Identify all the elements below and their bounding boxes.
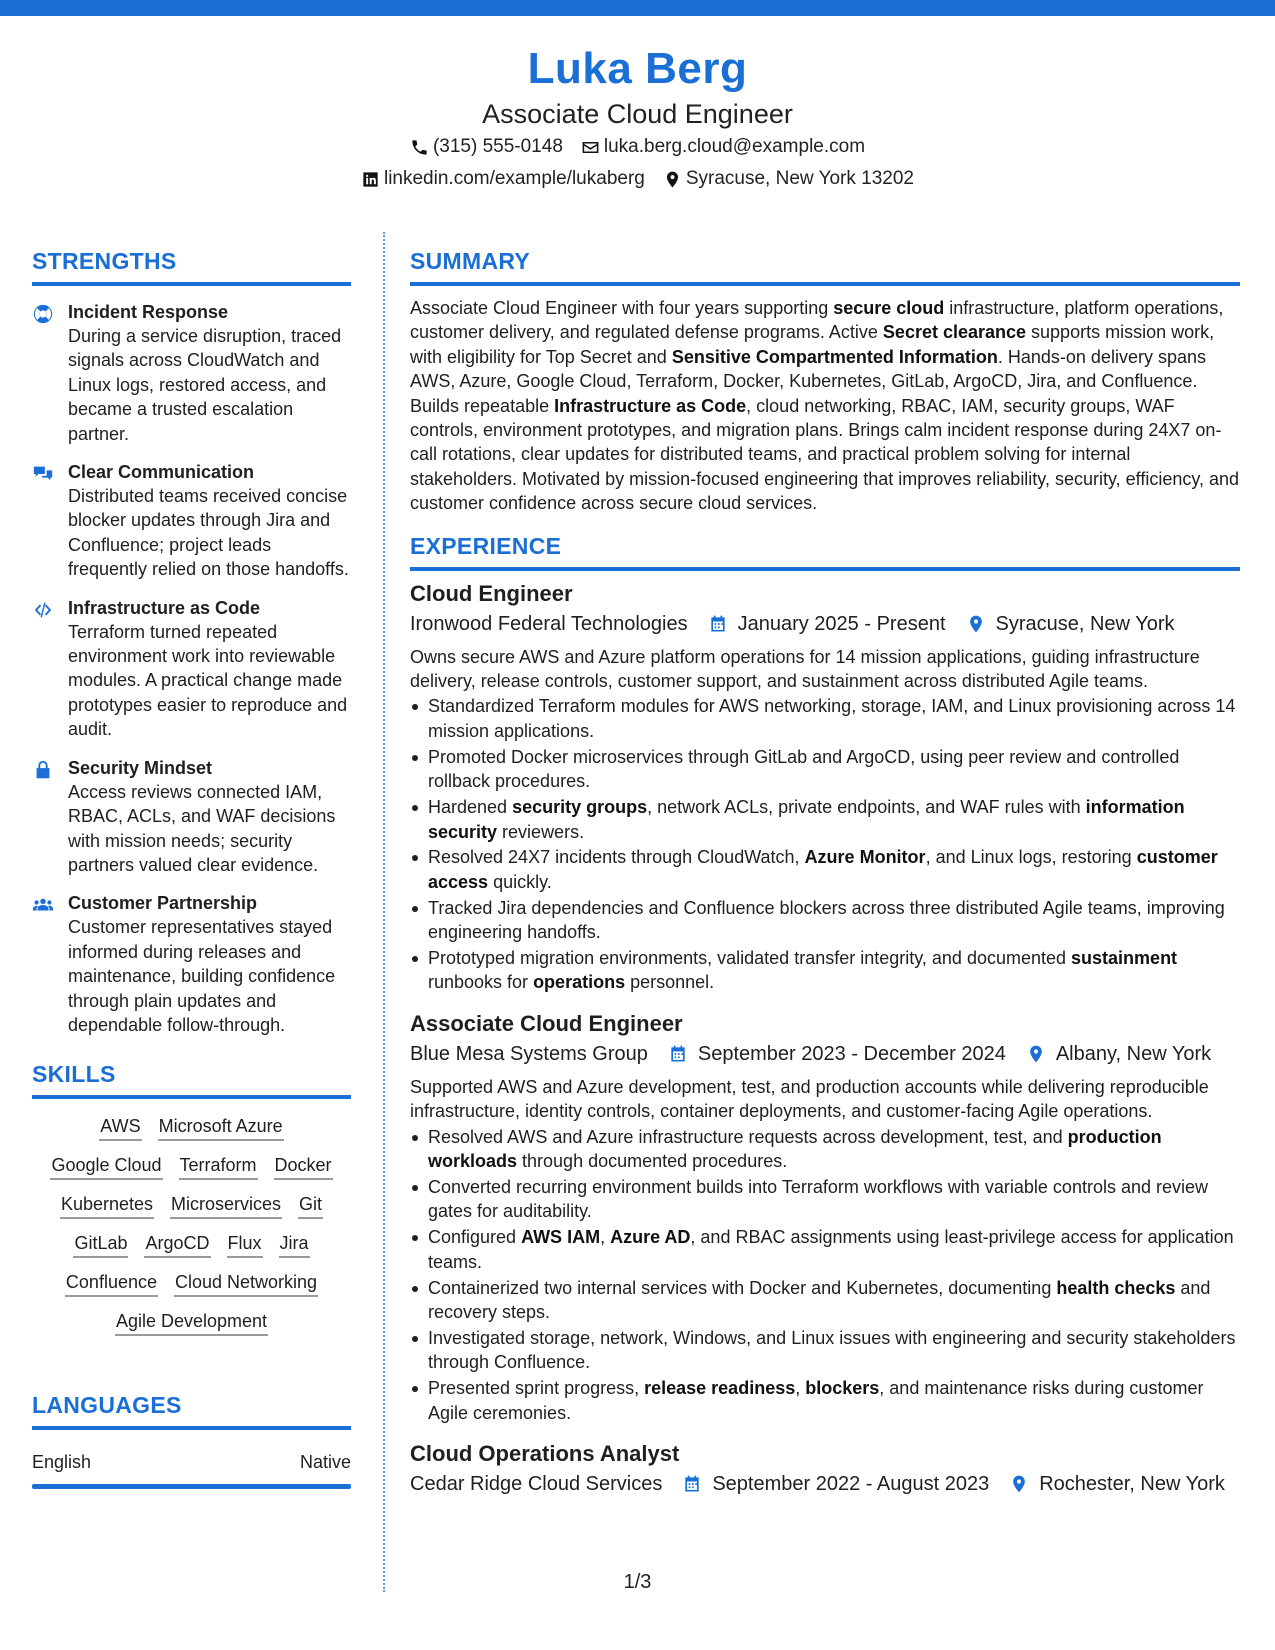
text-segment: infrastructure, platform operations, customer delivery, and regulated defense programs. Active (410, 298, 1224, 343)
languages-heading: LANGUAGES (32, 1392, 182, 1419)
phone-contact (410, 132, 563, 162)
strength-icon-wrap (32, 891, 68, 1037)
skill-tag: Git (298, 1191, 323, 1219)
strength-desc: Access reviews connected IAM, RBAC, ACLs, and WAF decisions with mission needs; security partners valued clear evidence. (68, 781, 336, 875)
contact-row-2 (0, 164, 1275, 194)
job-bullet (410, 1225, 1240, 1274)
job-entry (410, 1439, 1240, 1499)
strength-title: Infrastructure as Code (68, 597, 261, 618)
job-company: Cedar Ridge Cloud Services (410, 1473, 663, 1496)
job-bullet (410, 845, 1240, 894)
language-row (32, 1450, 351, 1474)
strength-desc: Customer representatives stayed informed during releases and maintenance, building confidence through plain updates and dependable follow-through. (68, 917, 336, 1035)
job-description: Owns secure AWS and Azure platform operations for 14 mission applications, guiding infrastructure delivery, release controls, customer support, and sustainment across distributed Agile teams. (410, 646, 1200, 692)
text-segment: reviewers. (497, 821, 585, 842)
skill-tag: Docker (274, 1152, 333, 1180)
job-bullets (410, 1125, 1240, 1425)
bold-phrase: security groups (512, 797, 648, 818)
job-dates: January 2025 - Present (737, 612, 946, 635)
strength-title: Incident Response (68, 302, 229, 322)
bold-phrase: Azure Monitor (804, 847, 926, 868)
strength-desc: Terraform turned repeated environment work into reviewable modules. A practical change made prototypes easier to reproduce and audit. (68, 621, 348, 740)
calendar-icon (682, 1474, 702, 1494)
job-title: Cloud Engineer (410, 580, 573, 606)
map-pin-icon (1026, 1044, 1046, 1064)
bold-phrase: operations (533, 972, 626, 993)
job-bullet (410, 745, 1240, 794)
summary-text (410, 296, 1240, 516)
bold-phrase: sustainment (1071, 948, 1178, 969)
location-contact (663, 164, 914, 194)
language-level: Native (299, 1452, 351, 1473)
map-pin-icon (966, 614, 986, 634)
bold-phrase: health checks (1056, 1277, 1176, 1298)
text-segment: , network ACLs, private endpoints, and WAF rules with (647, 797, 1086, 818)
text-segment: . Hands-on delivery spans AWS, Azure, Google Cloud, Terraform, Docker, Kubernetes, GitLab, ArgoCD, Jira, and Confluence. Builds repeatable (410, 346, 1206, 416)
job-company: Ironwood Federal Technologies (410, 612, 688, 635)
text-segment: , (600, 1227, 611, 1248)
strength-body (68, 460, 351, 582)
skill-tag: Google Cloud (50, 1152, 162, 1180)
strength-desc: Distributed teams received concise blocker updates through Jira and Confluence; project leads frequently relied on those handoffs. (68, 486, 349, 580)
skill-row (32, 1269, 351, 1297)
strength-title: Customer Partnership (68, 893, 258, 914)
strength-icon-wrap (32, 300, 68, 446)
job-dates: September 2022 - August 2023 (712, 1473, 990, 1496)
job-bullet (410, 795, 1240, 844)
text-segment: Presented sprint progress, (428, 1378, 645, 1399)
job-title: Associate Cloud Engineer (410, 1010, 683, 1036)
text-segment: Tracked Jira dependencies and Confluence blockers across three distributed Agile teams, improving engineering handoffs. (428, 897, 1225, 943)
job-location: Rochester, New York (1039, 1473, 1225, 1496)
languages-list (32, 1450, 351, 1489)
strengths-heading: STRENGTHS (32, 248, 177, 274)
strength-icon-wrap (32, 756, 68, 878)
email-text[interactable]: luka.berg.cloud@example.com (603, 136, 866, 157)
strength-title: Clear Communication (68, 462, 255, 483)
jobs-list (410, 579, 1240, 1499)
candidate-title: Associate Cloud Engineer (482, 99, 793, 129)
experience-rule (410, 567, 1240, 571)
job-bullet (410, 1276, 1240, 1325)
phone-icon (410, 138, 429, 157)
skill-row (32, 1230, 351, 1258)
page-number: 1/3 (623, 1571, 652, 1593)
job-bullet (410, 1125, 1240, 1174)
skills-list (32, 1113, 351, 1336)
skill-tag: Flux (227, 1230, 263, 1258)
linkedin-icon (361, 170, 380, 189)
text-segment: Investigated storage, network, Windows, and Linux issues with engineering and security stakeholders through Confluence. (428, 1327, 1236, 1373)
skill-tag: Kubernetes (60, 1191, 154, 1219)
job-title: Cloud Operations Analyst (410, 1441, 680, 1467)
text-segment: Configured (428, 1227, 522, 1248)
language-name: English (32, 1452, 92, 1473)
text-segment: Associate Cloud Engineer with four years supporting (410, 298, 834, 318)
strength-item (32, 596, 351, 742)
skill-tag: Terraform (179, 1152, 258, 1180)
skill-tag: GitLab (73, 1230, 128, 1258)
job-description: Supported AWS and Azure development, test, and production accounts while delivering reproducible infrastructure, identity controls, container deployments, and customer-facing Agile operations. (410, 1076, 1209, 1122)
text-segment: Prototyped migration environments, validated transfer integrity, and documented (428, 948, 1072, 969)
linkedin-text[interactable]: linkedin.com/example/lukaberg (383, 168, 645, 189)
right-column (410, 246, 1240, 1499)
skill-tag: ArgoCD (144, 1230, 210, 1258)
strength-icon-wrap (32, 460, 68, 582)
text-segment: , cloud networking, RBAC, IAM, security groups, WAF controls, environment prototypes, and migration plans. Brings calm incident response during 24X7 on-call rotations, clear updates for distributed teams, and practical problem solving for internal stakeholders. Motivated by mission-focused engineering that improves reliability, security, efficiency, and customer confidence across secure cloud services. (410, 395, 1240, 514)
summary-rule (410, 282, 1240, 286)
job-bullet (410, 694, 1240, 743)
text-segment: Resolved 24X7 incidents through CloudWatch, (428, 847, 805, 868)
bold-phrase: blockers (805, 1378, 880, 1399)
skill-row (32, 1191, 351, 1219)
text-segment: , and Linux logs, restoring (925, 847, 1137, 868)
text-segment: Containerized two internal services with Docker and Kubernetes, documenting (428, 1277, 1057, 1298)
skill-tag: AWS (99, 1113, 141, 1141)
bold-phrase: release readiness (644, 1378, 796, 1399)
job-bullets (410, 694, 1240, 994)
linkedin-contact[interactable] (361, 164, 645, 194)
job-bullet (410, 896, 1240, 945)
job-location: Syracuse, New York (995, 612, 1175, 635)
resume-header (0, 40, 1275, 194)
skill-tag: Jira (279, 1230, 310, 1258)
lifebuoy-icon (32, 303, 54, 325)
text-segment: and recovery steps. (428, 1277, 1211, 1322)
bold-phrase: Sensitive Compartmented Information (671, 346, 998, 367)
bold-phrase: Azure AD (610, 1227, 691, 1248)
job-entry (410, 579, 1240, 995)
text-segment: Converted recurring environment builds into Terraform workflows with variable controls and review gates for auditability. (428, 1176, 1209, 1222)
skill-row (32, 1308, 351, 1336)
strength-title: Security Mindset (68, 757, 213, 778)
job-bullet (410, 1175, 1240, 1224)
job-meta (410, 1039, 1240, 1069)
bold-phrase: customer access (428, 847, 1218, 892)
strength-body (68, 596, 351, 742)
strength-item (32, 300, 351, 446)
strengths-list (32, 300, 351, 1037)
bold-phrase: AWS IAM (521, 1227, 601, 1248)
languages-rule (32, 1426, 351, 1430)
job-entry (410, 1009, 1240, 1425)
skill-tag: Confluence (65, 1269, 158, 1297)
job-location: Albany, New York (1055, 1042, 1212, 1065)
job-bullet (410, 1326, 1240, 1375)
job-meta (410, 609, 1240, 639)
skill-tag: Cloud Networking (174, 1269, 318, 1297)
envelope-icon (581, 138, 600, 157)
map-pin-icon (1009, 1474, 1029, 1494)
experience-heading: EXPERIENCE (410, 532, 562, 559)
column-divider (383, 232, 385, 1592)
skill-tag: Microservices (170, 1191, 282, 1219)
bold-phrase: information security (428, 797, 1185, 842)
skills-heading: SKILLS (32, 1061, 116, 1088)
skill-tag: Agile Development (115, 1308, 268, 1336)
left-column (32, 246, 351, 1489)
bold-phrase: production workloads (428, 1126, 1162, 1172)
job-bullet (410, 1376, 1240, 1425)
contact-row-1 (0, 132, 1275, 162)
skill-row (32, 1152, 351, 1180)
phone-text: (315) 555-0148 (432, 136, 563, 157)
skills-rule (32, 1095, 351, 1099)
strength-item (32, 756, 351, 878)
text-segment: Hardened (428, 797, 513, 818)
job-meta (410, 1469, 1240, 1499)
strength-body (68, 891, 351, 1037)
top-accent-bar (0, 0, 1275, 16)
job-company: Blue Mesa Systems Group (410, 1042, 648, 1065)
text-segment: , (795, 1378, 806, 1399)
users-icon (32, 894, 54, 916)
text-segment: through documented procedures. (517, 1151, 788, 1172)
calendar-icon (668, 1044, 688, 1064)
text-segment: personnel. (625, 972, 715, 993)
skill-tag: Microsoft Azure (158, 1113, 284, 1141)
bold-phrase: secure cloud (833, 298, 945, 318)
code-icon (32, 599, 54, 621)
skill-row (32, 1113, 351, 1141)
bold-phrase: Secret clearance (882, 322, 1027, 343)
text-segment: Standardized Terraform modules for AWS networking, storage, IAM, and Linux provisioning across 14 mission applications. (428, 696, 1236, 741)
summary-heading: SUMMARY (410, 248, 531, 274)
job-dates: September 2023 - December 2024 (697, 1042, 1006, 1065)
text-segment: supports mission work, with eligibility for Top Secret and (410, 322, 1215, 367)
lock-icon (32, 759, 54, 781)
strength-body (68, 300, 351, 446)
strength-item (32, 460, 351, 582)
text-segment: runbooks for (428, 972, 534, 993)
map-pin-icon (663, 170, 682, 189)
strength-body (68, 756, 351, 878)
text-segment: , and RBAC assignments using least-privilege access for application teams. (428, 1227, 1234, 1272)
email-contact[interactable] (581, 132, 865, 162)
text-segment: Promoted Docker microservices through GitLab and ArgoCD, using peer review and controlled rollback procedures. (428, 746, 1180, 792)
text-segment: , and maintenance risks during customer Agile ceremonies. (428, 1378, 1204, 1423)
bold-phrase: Infrastructure as Code (554, 395, 747, 416)
strength-icon-wrap (32, 596, 68, 742)
text-segment: Resolved AWS and Azure infrastructure requests across development, test, and (428, 1126, 1068, 1147)
strengths-rule (32, 282, 351, 286)
job-bullet (410, 946, 1240, 995)
language-level-bar (32, 1484, 351, 1489)
calendar-icon (708, 614, 728, 634)
candidate-name: Luka Berg (527, 44, 748, 93)
text-segment: quickly. (488, 871, 552, 892)
location-text: Syracuse, New York 13202 (685, 168, 914, 189)
strength-desc: During a service disruption, traced signals across CloudWatch and Linux logs, restored access, and became a trusted escalation partner. (68, 326, 342, 444)
chat-icon (32, 463, 54, 485)
strength-item (32, 891, 351, 1037)
